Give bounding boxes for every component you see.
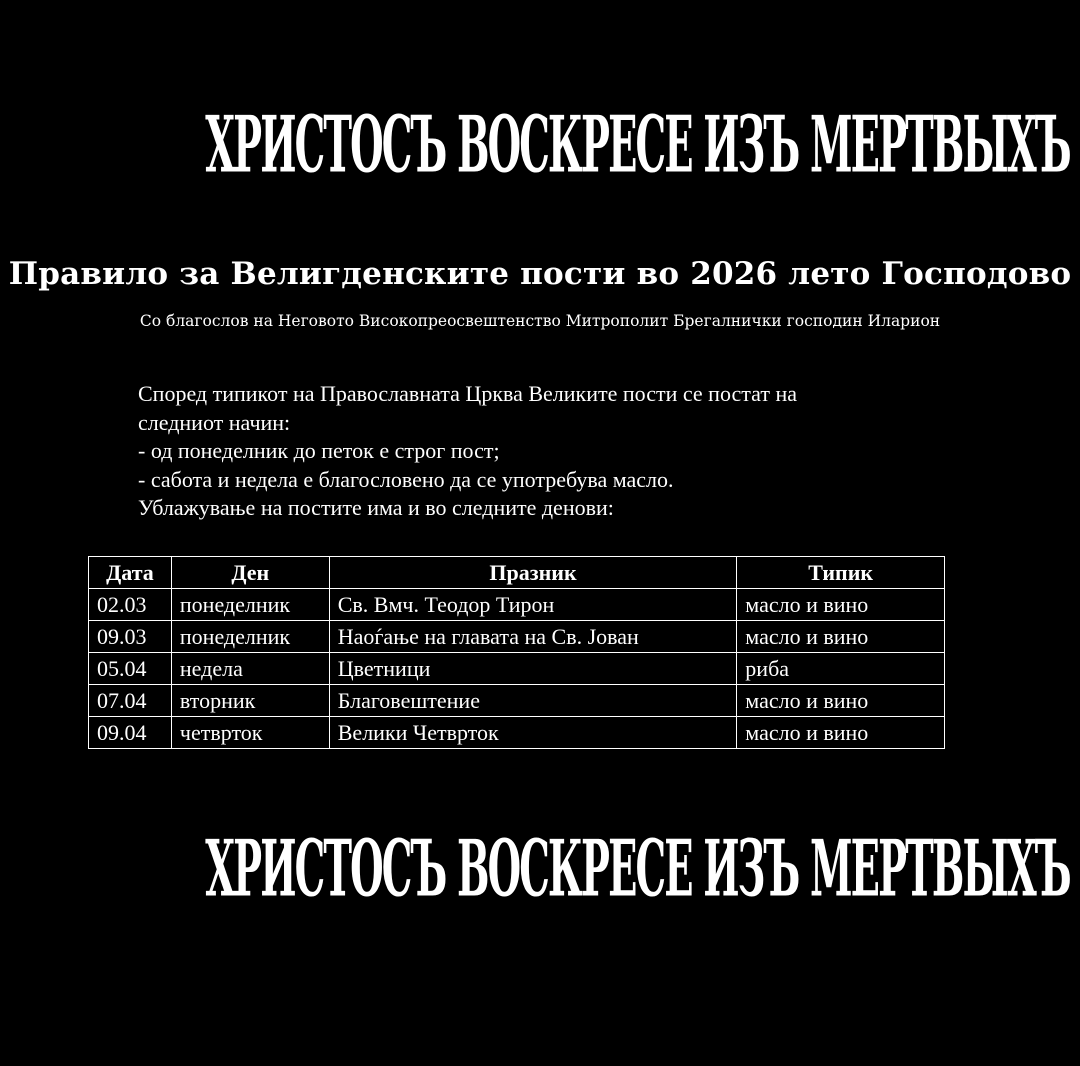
cell-typikon: риба: [737, 653, 945, 685]
cell-feast: Благовештение: [329, 685, 737, 717]
table-row: [89, 717, 945, 749]
cell-day: понеделник: [171, 621, 329, 653]
intro-line: Ублажување на постите има и во следните денови:: [138, 495, 614, 520]
table-row: [89, 685, 945, 717]
fasting-table: [88, 556, 945, 749]
cell-day: четврток: [171, 717, 329, 749]
header-date: Дата: [89, 557, 172, 589]
cell-day: понеделник: [171, 589, 329, 621]
header-typikon: Типик: [737, 557, 945, 589]
cell-typikon: масло и вино: [737, 717, 945, 749]
cell-date: 05.04: [89, 653, 172, 685]
cell-date: 09.03: [89, 621, 172, 653]
cell-feast: Цветници: [329, 653, 737, 685]
cell-day: вторник: [171, 685, 329, 717]
header-day: Ден: [171, 557, 329, 589]
cell-date: 09.04: [89, 717, 172, 749]
cell-feast: Наоѓање на главата на Св. Јован: [329, 621, 737, 653]
banner-top-inscription: ХРИСТОСЪ ВОСКРЕСЕ ИЗЪ МЕРТВЫХЪ: [205, 98, 1070, 191]
table-header-row: [89, 557, 945, 589]
table-row: [89, 621, 945, 653]
intro-line: - сабота и недела е благословено да се употребува масло.: [138, 466, 674, 492]
intro-line: следниот начин:: [138, 409, 291, 435]
cell-typikon: масло и вино: [737, 589, 945, 621]
intro-text: [138, 380, 958, 523]
page-title: Правило за Велигденските пости во 2026 лето Господово: [8, 256, 1072, 292]
cell-feast: Велики Четврток: [329, 717, 737, 749]
table-row: [89, 589, 945, 621]
intro-line: Според типикот на Православната Црква Великите пости се постат на: [138, 381, 797, 406]
cell-date: 02.03: [89, 589, 172, 621]
banner-bottom-inscription: ХРИСТОСЪ ВОСКРЕСЕ ИЗЪ МЕРТВЫХЪ: [205, 822, 1070, 915]
cell-feast: Св. Вмч. Теодор Тирон: [329, 589, 737, 621]
cell-day: недела: [171, 653, 329, 685]
header-feast: Празник: [329, 557, 737, 589]
cell-typikon: масло и вино: [737, 621, 945, 653]
cell-typikon: масло и вино: [737, 685, 945, 717]
cell-date: 07.04: [89, 685, 172, 717]
intro-line: - од понеделник до петок е строг пост;: [138, 438, 500, 463]
table-row: [89, 653, 945, 685]
page-subtitle: Со благослов на Неговото Високопреосвештенство Митрополит Брегалнички господин Иларион: [139, 312, 941, 330]
